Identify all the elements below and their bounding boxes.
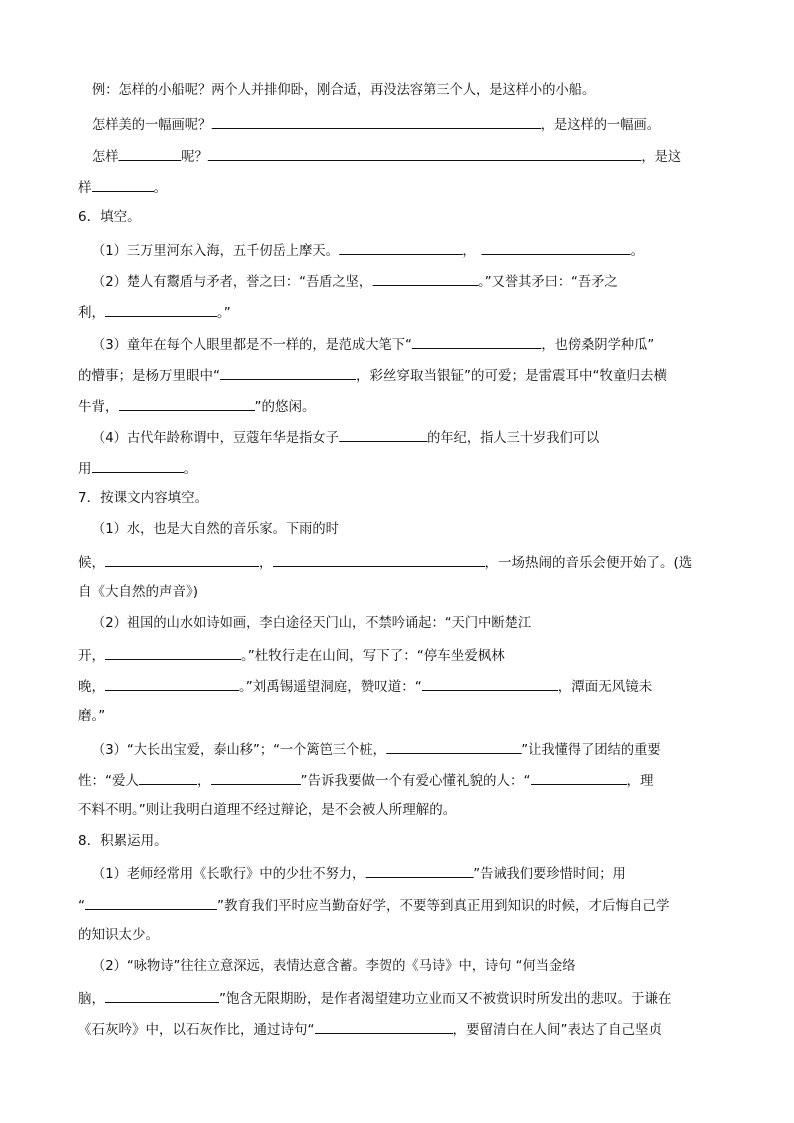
text: 。” bbox=[217, 305, 231, 321]
text: 怎样 bbox=[92, 149, 119, 165]
q6-item-2 bbox=[92, 270, 720, 290]
q8-item-1 bbox=[92, 862, 720, 882]
answer-blank[interactable] bbox=[220, 364, 356, 380]
answer-blank[interactable] bbox=[482, 239, 631, 255]
text: 。 bbox=[630, 243, 644, 259]
text: ， bbox=[197, 773, 211, 789]
answer-blank[interactable] bbox=[105, 301, 217, 317]
text: （3）“大长出宝爱，泰山移”；“一个篱笆三个桩， bbox=[92, 742, 386, 758]
q6-item-1 bbox=[92, 239, 720, 259]
question-title: 7．按课文内容填空。 bbox=[78, 490, 209, 506]
q6-item-3-cont2 bbox=[78, 395, 718, 415]
text: 呢？ bbox=[181, 149, 208, 165]
example-text: 例：怎样的小船呢？两个人并排仰卧，刚合适，再没法容第三个人，是这样小的小船。 bbox=[92, 82, 596, 98]
q7-item-2 bbox=[92, 613, 720, 633]
text: ”的悠闲。 bbox=[254, 399, 316, 415]
text: ， bbox=[462, 243, 476, 259]
q8-item-1-cont2 bbox=[78, 925, 718, 945]
text: ，也傍桑阴学种瓜” bbox=[541, 337, 655, 353]
text: ， bbox=[259, 555, 273, 571]
s5-line-3 bbox=[92, 145, 720, 165]
answer-blank[interactable] bbox=[85, 894, 217, 910]
answer-blank[interactable] bbox=[105, 987, 219, 1003]
text: 开， bbox=[78, 648, 105, 664]
q6-item-3-cont bbox=[78, 364, 718, 384]
answer-blank[interactable] bbox=[273, 551, 485, 567]
answer-blank[interactable] bbox=[211, 113, 541, 129]
q6-item-2-cont bbox=[78, 301, 718, 321]
text: 磨。” bbox=[78, 708, 106, 724]
text: ，是这 bbox=[641, 149, 682, 165]
text: ”告诉我要做一个有爱心懂礼貌的人：“ bbox=[300, 773, 531, 789]
text: ”饱含无限期盼，是作者渴望建功立业而又不被赏识时所发出的悲叹。于谦在 bbox=[219, 991, 672, 1007]
text: 样 bbox=[78, 180, 92, 196]
text: 《石灰吟》中，以石灰作比，通过诗句“ bbox=[78, 1022, 315, 1038]
text: ”教育我们平时应当勤奋好学，不要等到真正用到知识的时候，才后悔自己学 bbox=[217, 898, 670, 914]
answer-blank[interactable] bbox=[339, 239, 463, 255]
answer-blank[interactable] bbox=[92, 176, 154, 192]
text: 。 bbox=[153, 180, 167, 196]
text: （1）三万里河东入海，五千仞岳上摩天。 bbox=[92, 243, 339, 259]
text: 。 bbox=[183, 461, 197, 477]
answer-blank[interactable] bbox=[315, 1018, 453, 1034]
text: （4）古代年龄称谓中，豆蔻年华是指女子 bbox=[92, 430, 339, 446]
text: 脑， bbox=[78, 991, 105, 1007]
text: （1）水，也是大自然的音乐家。下雨的时 bbox=[92, 521, 339, 537]
text: 的年纪，指人三十岁我们可以 bbox=[427, 430, 600, 446]
q7-title bbox=[78, 488, 718, 508]
q8-item-1-cont bbox=[78, 894, 718, 914]
answer-blank[interactable] bbox=[139, 769, 197, 785]
text: 。”刘禹锡遥望洞庭，赞叹道：“ bbox=[239, 679, 422, 695]
q7-item-3-cont2 bbox=[78, 800, 718, 820]
answer-blank[interactable] bbox=[365, 862, 473, 878]
question-title: 6．填空。 bbox=[78, 209, 141, 225]
q7-item-1-source bbox=[78, 582, 718, 602]
q8-item-2 bbox=[92, 956, 720, 976]
text: ，一场热闹的音乐会便开始了。(选 bbox=[484, 555, 693, 571]
s5-line-4 bbox=[78, 176, 718, 196]
q7-item-1-cont bbox=[78, 551, 718, 571]
text: ，彩丝穿取当银钲”的可爱；是雷震耳中“牧童归去横 bbox=[356, 368, 667, 384]
q8-item-2-cont bbox=[78, 987, 718, 1007]
q7-item-1 bbox=[92, 519, 720, 539]
text: 。”又誉其矛曰：“吾矛之 bbox=[478, 274, 618, 290]
text: 。”杜牧行走在山间，写下了：“停车坐爱枫林 bbox=[241, 648, 505, 664]
q7-item-3 bbox=[92, 738, 720, 758]
q7-item-2-cont2 bbox=[78, 675, 718, 695]
q7-item-3-cont bbox=[78, 769, 718, 789]
answer-blank[interactable] bbox=[118, 145, 181, 161]
answer-blank[interactable] bbox=[412, 333, 541, 349]
text: 牛背， bbox=[78, 399, 119, 415]
text: 的知识太少。 bbox=[78, 927, 159, 943]
text: 候， bbox=[78, 555, 105, 571]
text: 晚， bbox=[78, 679, 105, 695]
text: ，是这样的一幅画。 bbox=[540, 117, 660, 133]
answer-blank[interactable] bbox=[208, 145, 642, 161]
answer-blank[interactable] bbox=[119, 395, 255, 411]
text: 怎样美的一幅画呢？ bbox=[92, 117, 212, 133]
text: 的懵事；是杨万里眼中“ bbox=[78, 368, 220, 384]
answer-blank[interactable] bbox=[92, 457, 184, 473]
q6-title bbox=[78, 207, 718, 227]
answer-blank[interactable] bbox=[422, 675, 558, 691]
text: 利， bbox=[78, 305, 105, 321]
text: （1）老师经常用《长歌行》中的少壮不努力， bbox=[92, 866, 366, 882]
text: （2）楚人有鬻盾与矛者，誉之曰：“吾盾之坚， bbox=[92, 274, 373, 290]
text: 自《大自然的声音》) bbox=[78, 584, 199, 600]
answer-blank[interactable] bbox=[105, 551, 259, 567]
text: 不料不明。”则让我明白道理不经过辩论，是不会被人所理解的。 bbox=[78, 802, 457, 818]
text: （3）童年在每个人眼里都是不一样的，是范成大笔下“ bbox=[92, 337, 412, 353]
example-line bbox=[92, 80, 720, 100]
text: ，理 bbox=[626, 773, 654, 789]
q6-item-4-cont bbox=[78, 457, 718, 477]
answer-blank[interactable] bbox=[211, 769, 301, 785]
answer-blank[interactable] bbox=[386, 738, 521, 754]
text: “ bbox=[78, 898, 85, 914]
text: 性：“爱人 bbox=[78, 773, 139, 789]
q6-item-4 bbox=[92, 426, 720, 446]
text: ”告诫我们要珍惜时间；用 bbox=[473, 866, 626, 882]
question-title: 8．积累运用。 bbox=[78, 833, 168, 849]
q7-item-2-cont3 bbox=[78, 706, 718, 726]
answer-blank[interactable] bbox=[372, 270, 478, 286]
text: ”让我懂得了团结的重要 bbox=[521, 742, 661, 758]
q7-item-2-cont bbox=[78, 644, 718, 664]
text: （2）祖国的山水如诗如画，李白途径天门山，不禁吟诵起：“天门中断楚江 bbox=[92, 615, 532, 631]
answer-blank[interactable] bbox=[531, 769, 627, 785]
text: ，要留清白在人间”表达了自己坚贞 bbox=[452, 1022, 662, 1038]
answer-blank[interactable] bbox=[105, 644, 241, 660]
answer-blank[interactable] bbox=[105, 675, 239, 691]
q8-title bbox=[78, 831, 718, 851]
answer-blank[interactable] bbox=[339, 426, 427, 442]
text: （2）“咏物诗”往往立意深远，表情达意含蓄。李贺的《马诗》中，诗句 “何当金络 bbox=[92, 958, 576, 974]
q6-item-3 bbox=[92, 333, 720, 353]
text: 用 bbox=[78, 461, 92, 477]
q8-item-2-cont2 bbox=[78, 1018, 718, 1038]
s5-line-2 bbox=[92, 113, 720, 133]
text: ，潭面无风镜未 bbox=[557, 679, 653, 695]
